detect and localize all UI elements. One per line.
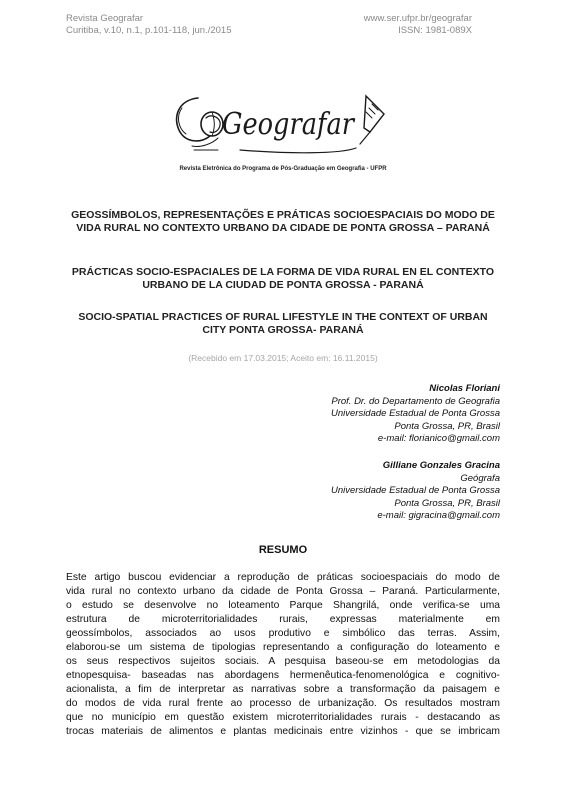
logo-wordmark: Geografar [222,107,356,142]
author-name: Gilliane Gonzales Gracina [382,460,500,471]
author-name: Nicolas Floriani [429,383,500,394]
geografar-logo [170,88,400,160]
abstract-heading: RESUMO [258,544,308,556]
abstract-body [66,571,500,739]
abstract-line: os seus respectivos sujeitos sociais. A pesquisa baseou-se em metodologias da [66,656,500,667]
title-english: SOCIO-SPATIAL PRACTICES OF RURAL LIFESTYLE IN THE CONTEXT OF URBAN CITY PONTA GROSSA- PARANÁ [78,311,488,336]
abstract-line: estrutura de microterritorialidades rurais, expressas materialmente em [66,614,500,625]
abstract-line: etnopesquisa- baseadas nas abordagens hermenêutica-fenomenológica e cognitivo- [66,670,500,681]
author-role: Prof. Dr. do Departamento de Geografia [331,395,500,407]
abstract-line: trocas materiais de alimentos e plantas medicinais entre vizinhos - que se imbricam [66,726,500,737]
journal-citation: Curitiba, v.10, n.1, p.101-118, jun./2015 [66,25,232,36]
abstract-line: do modos de vida rural frente ao processo de urbanização. Os resultados mostram [66,698,500,709]
author-location: Ponta Grossa, PR, Brasil [394,420,500,432]
author-email[interactable]: e-mail: gigracina@gmail.com [377,510,500,521]
title-spanish: PRÁCTICAS SOCIO-ESPACIALES DE LA FORMA DE VIDA RURAL EN EL CONTEXTO URBANO DE LA CIUDAD DE PONTA GROSSA - PARANÁ [71,266,495,291]
author-role: Geógrafa [460,472,500,484]
abstract-line: vida rural no contexto urbano da cidade de Ponta Grossa – Paraná. Particularmente, [66,586,500,597]
logo-subtitle: Revista Eletrônica do Programa de Pós-Graduação em Geografia - UFPR [179,166,387,172]
author-block-2 [331,460,500,523]
abstract-line: elaborou-se um sistema de tipologias representando a configuração do loteamento e [66,642,500,653]
author-block-1 [331,383,500,446]
author-email[interactable]: e-mail: florianico@gmail.com [377,433,500,444]
abstract-line: acionalista, a fim de interpretar as narrativas sobre a transformação da paisagem e [66,684,500,695]
abstract-line: que no município em questão existem microterritorialidades rurais - destacando as [66,712,500,723]
running-header-right [364,13,472,37]
title-portuguese: GEOSSÍMBOLOS, REPRESENTAÇÕES E PRÁTICAS SOCIOESPACIAIS DO MODO DE VIDA RURAL NO CONTEXTO URBANO DA CIDADE DE PONTA GROSSA – PARANÁ [71,209,495,234]
abstract-line: Este artigo buscou evidenciar a reprodução de práticas socioespaciais do modo de [66,572,500,583]
author-institution: Universidade Estadual de Ponta Grossa [331,485,500,496]
author-institution: Universidade Estadual de Ponta Grossa [331,408,500,419]
journal-issn: ISSN: 1981-089X [398,25,472,36]
journal-url[interactable]: www.ser.ufpr.br/geografar [363,13,472,24]
abstract-line: o estudo se desenvolve no loteamento Parque Shangrilá, onde verifica-se uma [66,600,500,611]
running-header-left [66,13,231,37]
journal-name: Revista Geografar [66,13,144,24]
abstract-line: geossímbolos, associados ao usos produtivo e simbólico das terras. Assim, [66,628,500,639]
author-location: Ponta Grossa, PR, Brasil [394,497,500,509]
received-dates: (Recebido em 17.03.2015; Aceito em: 16.11.2015) [188,353,378,363]
